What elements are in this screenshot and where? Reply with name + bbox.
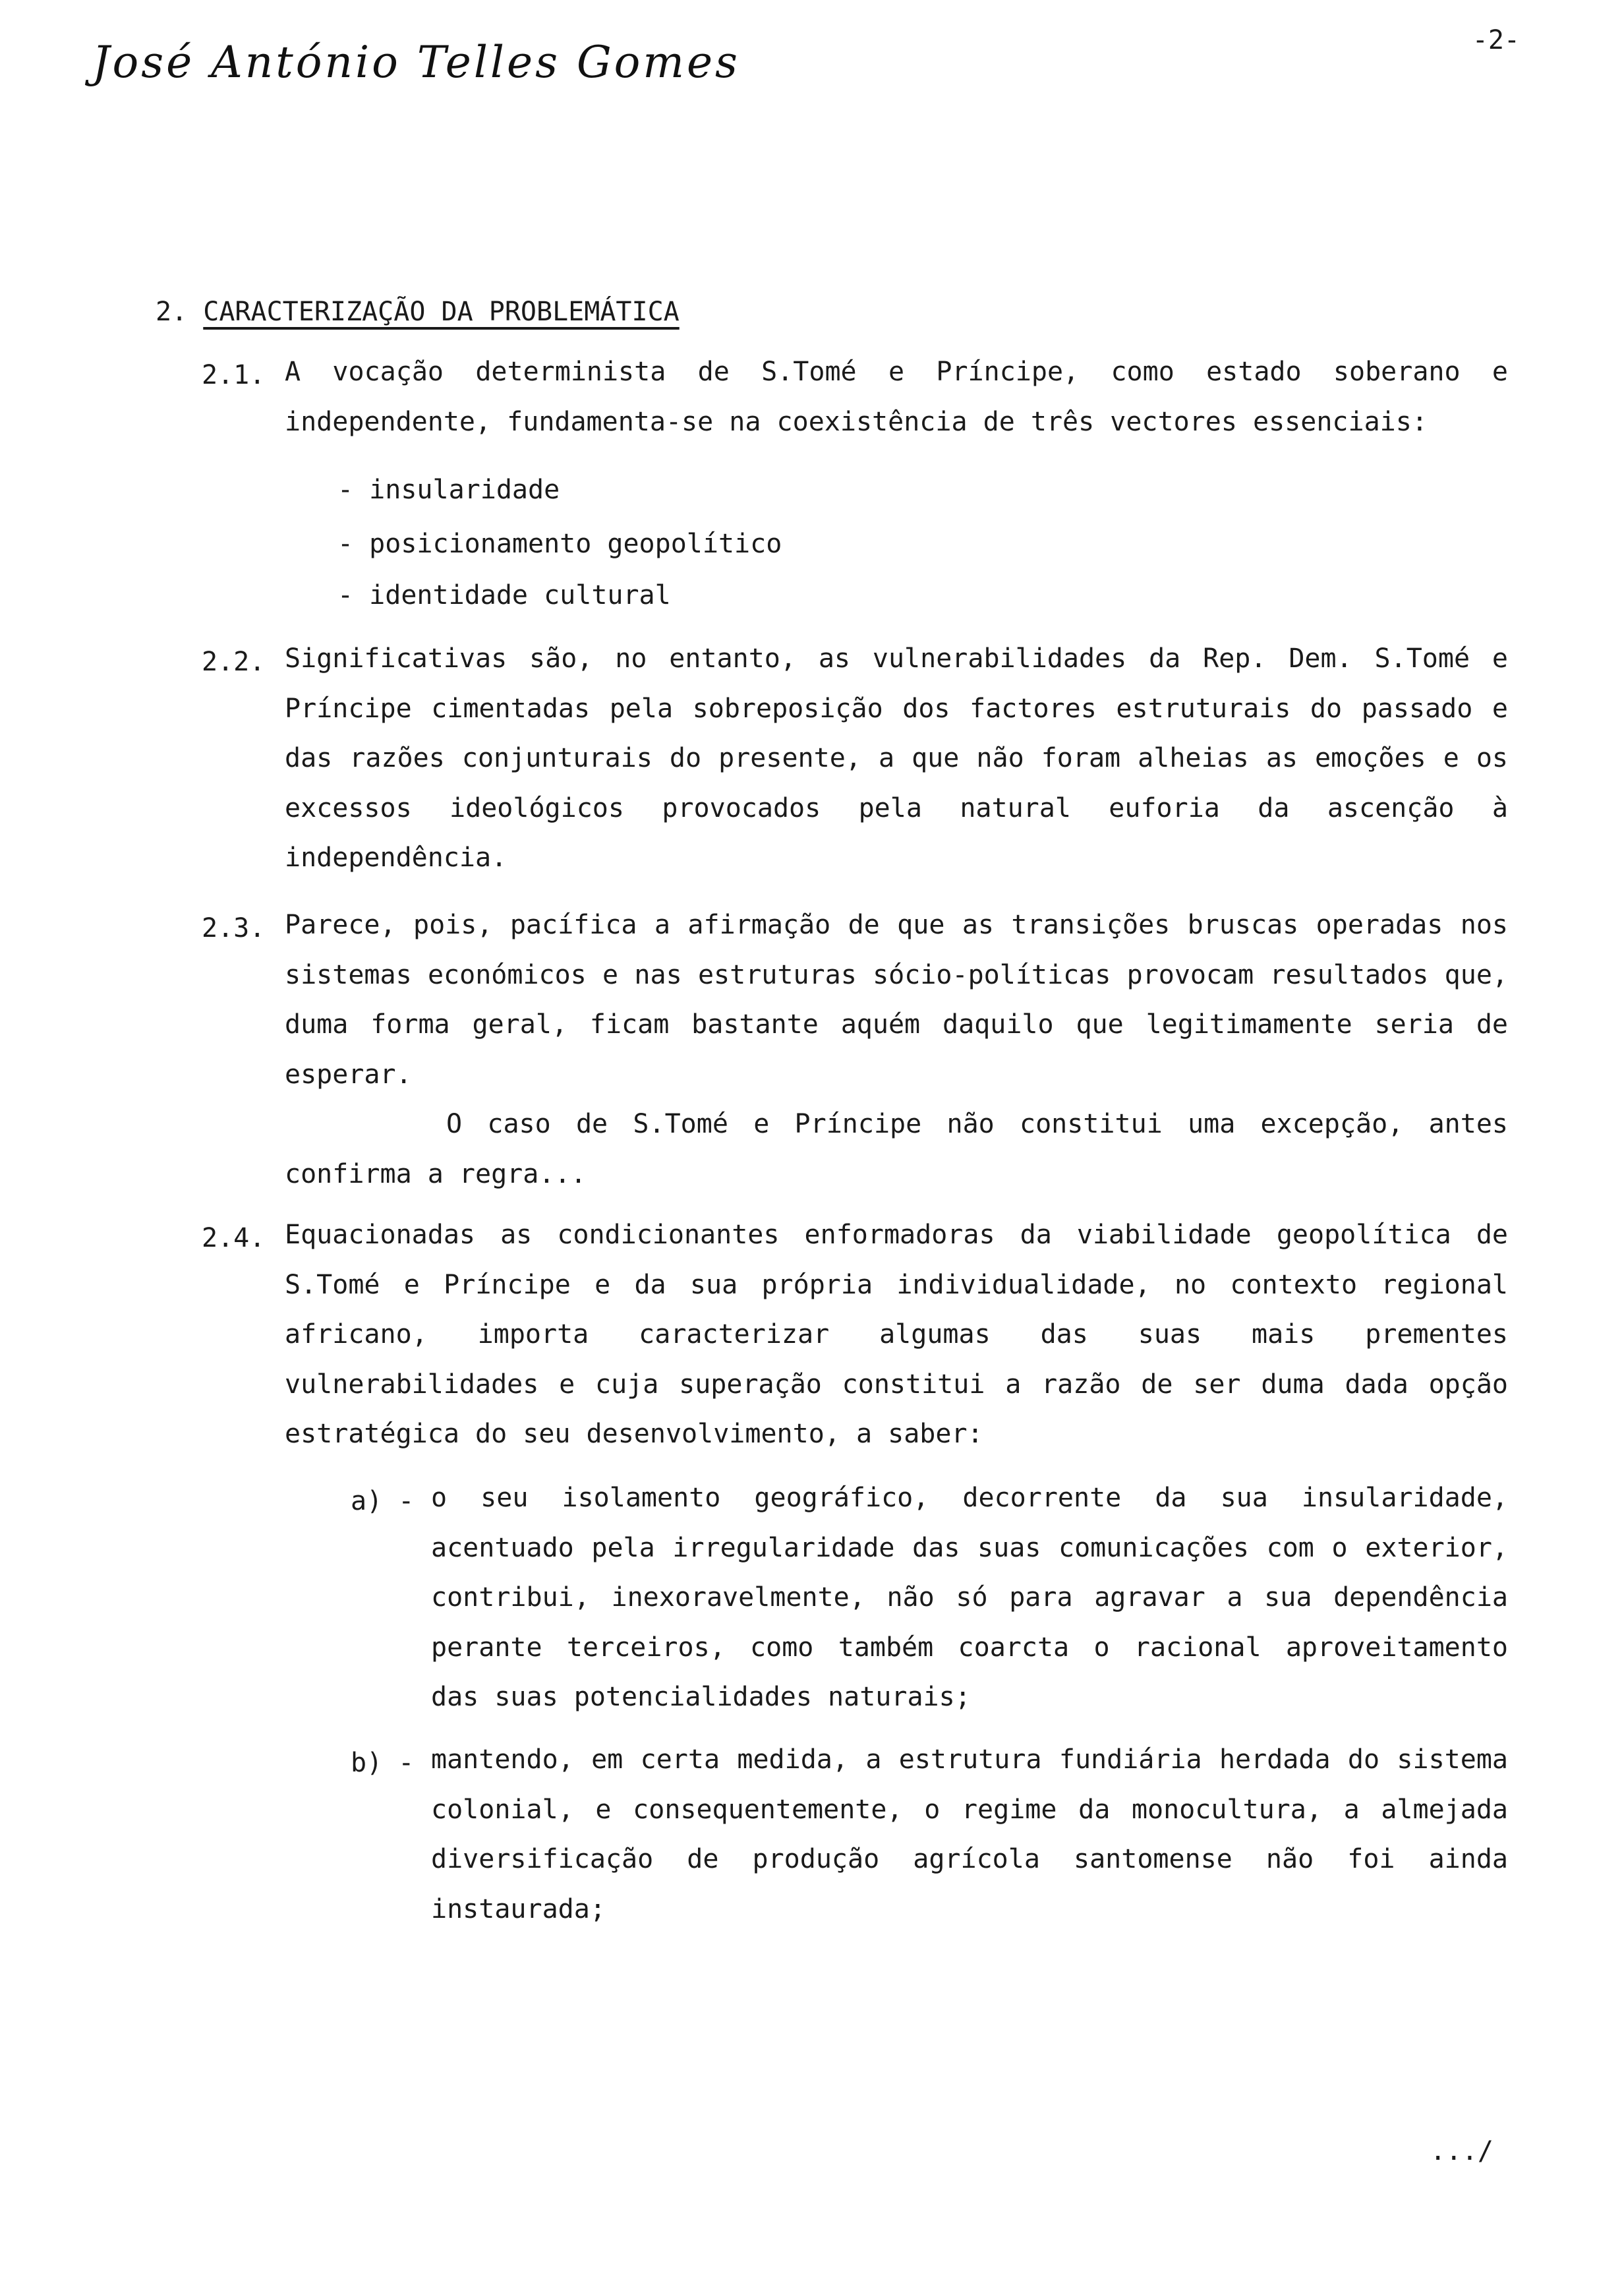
list-item-text: o seu isolamento geográfico, decorrente da sua insularidade, acentuado pela irregularidade das suas comunicações com o exterior, contribui, inexoravelmente, não só para agravar a sua dependência perante terceiros, como também coarcta o racional aproveitamento das suas potencialidades naturais; xyxy=(431,1483,1508,1712)
continuation-mark: .../ xyxy=(1430,2136,1494,2166)
paragraph-text-continued: O caso de S.Tomé e Príncipe não constitui uma excepção, antes confirma a regra... xyxy=(285,1109,1508,1189)
section-number: 2. xyxy=(156,297,188,327)
bullet-item: - posicionamento geopolítico xyxy=(337,529,782,559)
handwritten-signature: José António Telles Gomes xyxy=(92,37,740,88)
list-item-label: a) - xyxy=(351,1486,415,1516)
paragraph-number: 2.1. xyxy=(202,360,266,390)
bullet-item: - identidade cultural xyxy=(337,580,671,610)
paragraph-number: 2.4. xyxy=(202,1223,266,1253)
paragraph-number: 2.2. xyxy=(202,647,266,677)
paragraph-text: Significativas são, no entanto, as vulnerabilidades da Rep. Dem. S.Tomé e Príncipe cimentadas pela sobreposição dos factores estruturais do passado e das razões conjunturais do presente, a que não foram alheias as emoções e os excessos ideológicos provocados pela natural euforia da ascenção à independência. xyxy=(285,643,1508,873)
paragraph-number: 2.3. xyxy=(202,913,266,943)
section-heading xyxy=(156,297,680,327)
list-item-label: b) - xyxy=(351,1748,415,1778)
bullet-item: - insularidade xyxy=(337,475,560,505)
paragraph-text: A vocação determinista de S.Tomé e Príncipe, como estado soberano e independente, fundamenta-se na coexistência de três vectores essenciais: xyxy=(285,357,1508,437)
page-number: -2- xyxy=(1472,25,1520,55)
section-title: CARACTERIZAÇÃO DA PROBLEMÁTICA xyxy=(203,297,680,327)
paragraph-text: Parece, pois, pacífica a afirmação de que as transições bruscas operadas nos sistemas económicos e nas estruturas sócio-políticas provocam resultados que, duma forma geral, ficam bastante aquém daquilo que legitimamente seria de esperar. xyxy=(285,910,1508,1090)
list-item-text: mantendo, em certa medida, a estrutura fundiária herdada do sistema colonial, e consequentemente, o regime da monocultura, a almejada diversificação de produção agrícola santomense não foi ainda instaurada; xyxy=(431,1744,1508,1924)
paragraph-text: Equacionadas as condicionantes enformadoras da viabilidade geopolítica de S.Tomé e Príncipe e da sua própria individualidade, no contexto regional africano, importa caracterizar algumas das suas mais prementes vulnerabilidades e cuja superação constitui a razão de ser duma dada opção estratégica do seu desenvolvimento, a saber: xyxy=(285,1220,1508,1449)
